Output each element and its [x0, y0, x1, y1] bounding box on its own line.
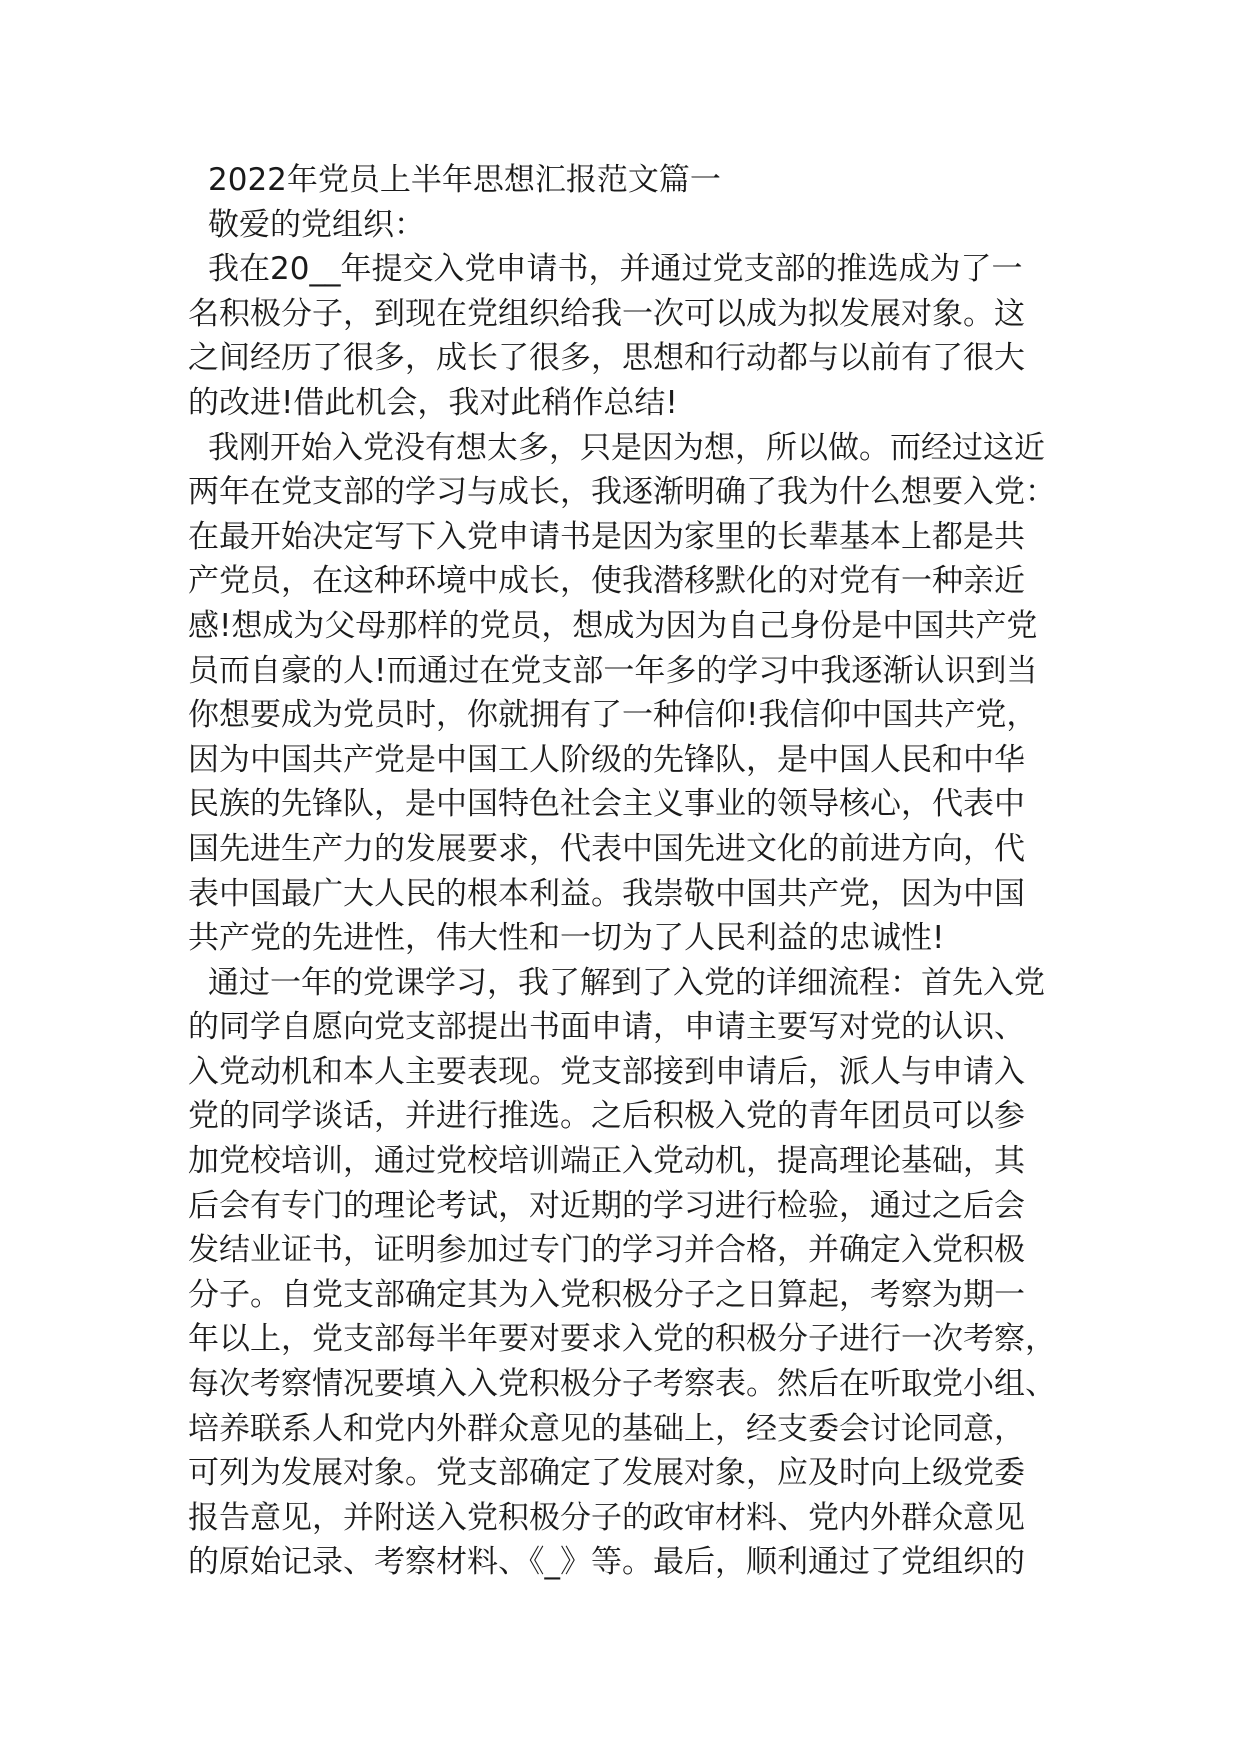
document-body: [188, 158, 1058, 1585]
paragraph-line: 每次考察情况要填入入党积极分子考察表。然后在听取党小组、: [188, 1366, 1056, 1403]
paragraph-line: 发结业证书，证明参加过专门的学习并合格，并确定入党积极: [188, 1232, 1025, 1269]
paragraph-line: 后会有专门的理论考试，对近期的学习进行检验，通过之后会: [188, 1187, 1025, 1224]
paragraph-line: 表中国最广大人民的根本利益。我崇敬中国共产党，因为中国: [188, 875, 1025, 912]
paragraph-line: 的改进!借此机会，我对此稍作总结!: [188, 384, 678, 421]
paragraph-line: 共产党的先进性，伟大性和一切为了人民利益的忠诚性!: [188, 920, 945, 957]
paragraph-first-line: 我在20__年提交入党申请书，并通过党支部的推选成为了一: [208, 251, 1023, 288]
salutation: 敬爱的党组织：: [208, 206, 425, 243]
paragraph-line: 名积极分子，到现在党组织给我一次可以成为拟发展对象。这: [188, 295, 1025, 332]
paragraph-line: 培养联系人和党内外群众意见的基础上，经支委会讨论同意，: [188, 1410, 1025, 1447]
paragraph-line: 报告意见，并附送入党积极分子的政审材料、党内外群众意见: [188, 1499, 1025, 1536]
paragraph-line: 员而自豪的人!而通过在党支部一年多的学习中我逐渐认识到当: [188, 652, 1038, 689]
paragraph-line: 可列为发展对象。党支部确定了发展对象，应及时向上级党委: [188, 1455, 1025, 1492]
paragraph-line: 的同学自愿向党支部提出书面申请，申请主要写对党的认识、: [188, 1009, 1025, 1046]
paragraph-line: 在最开始决定写下入党申请书是因为家里的长辈基本上都是共: [188, 518, 1025, 555]
paragraph-line: 年以上，党支部每半年要对要求入党的积极分子进行一次考察，: [188, 1321, 1056, 1358]
paragraph-line: 感!想成为父母那样的党员，想成为因为自己身份是中国共产党: [188, 607, 1038, 644]
paragraph-line: 分子。自党支部确定其为入党积极分子之日算起，考察为期一: [188, 1276, 1025, 1313]
paragraph-line: 两年在党支部的学习与成长，我逐渐明确了我为什么想要入党：: [188, 474, 1056, 511]
paragraph-line: 民族的先锋队，是中国特色社会主义事业的领导核心，代表中: [188, 786, 1025, 823]
paragraph-line: 的原始记录、考察材料、《_》等。最后，顺利通过了党组织的: [188, 1544, 1025, 1581]
paragraph-first-line: 通过一年的党课学习，我了解到了入党的详细流程：首先入党: [208, 964, 1045, 1001]
paragraph-line: 入党动机和本人主要表现。党支部接到申请后，派人与申请入: [188, 1053, 1025, 1090]
paragraph-line: 国先进生产力的发展要求，代表中国先进文化的前进方向，代: [188, 830, 1025, 867]
paragraph-line: 产党员，在这种环境中成长，使我潜移默化的对党有一种亲近: [188, 563, 1025, 600]
paragraph-line: 因为中国共产党是中国工人阶级的先锋队，是中国人民和中华: [188, 741, 1025, 778]
paragraph-line: 党的同学谈话，并进行推选。之后积极入党的青年团员可以参: [188, 1098, 1025, 1135]
paragraph-line: 加党校培训，通过党校培训端正入党动机，提高理论基础，其: [188, 1143, 1025, 1180]
paragraph-line: 你想要成为党员时，你就拥有了一种信仰!我信仰中国共产党，: [188, 697, 1038, 734]
paragraph-line: 之间经历了很多，成长了很多，思想和行动都与以前有了很大: [188, 340, 1025, 377]
paragraph-first-line: 我刚开始入党没有想太多，只是因为想，所以做。而经过这近: [208, 429, 1045, 466]
document-title: 2022年党员上半年思想汇报范文篇一: [208, 162, 721, 198]
